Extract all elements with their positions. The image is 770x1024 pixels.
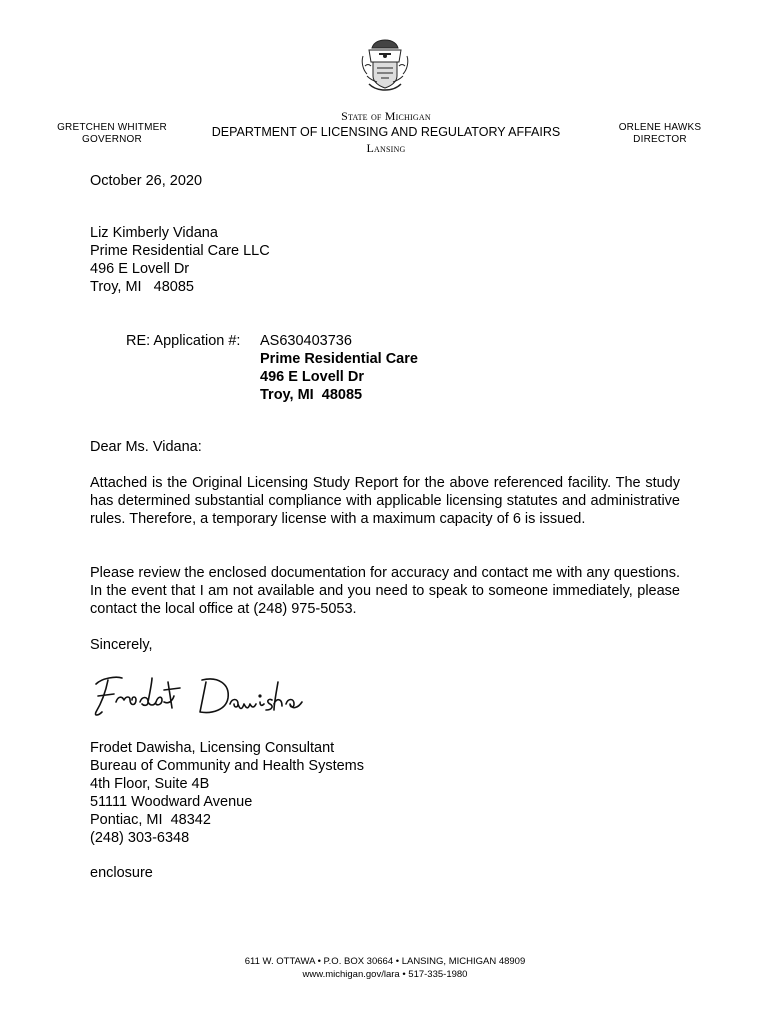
governor-name: GRETCHEN WHITMER <box>57 122 167 133</box>
recipient-city: Troy, MI 48085 <box>90 279 194 295</box>
letter-date: October 26, 2020 <box>90 173 203 189</box>
facility-street: 496 E Lovell Dr <box>260 369 364 385</box>
director-title: DIRECTOR <box>633 134 687 145</box>
director-name: ORLENE HAWKS <box>618 122 702 133</box>
footer-address: 611 W. OTTAWA • P.O. BOX 30664 • LANSING, MICHIGAN 48909 <box>244 956 526 967</box>
sender-city: Pontiac, MI 48342 <box>90 812 211 828</box>
recipient-company: Prime Residential Care LLC <box>90 243 270 259</box>
recipient-name: Liz Kimberly Vidana <box>90 225 218 241</box>
sender-suite: 4th Floor, Suite 4B <box>90 776 210 792</box>
state-seal-icon <box>355 36 415 96</box>
handwritten-signature <box>88 662 328 724</box>
body-paragraph-1: Attached is the Original Licensing Study Report for the above referenced facility. The study has determined substantial compliance with applicable licensing statutes and administrative rules. Therefore, a temporary license with a maximum capacity of 6 is issued. <box>90 475 680 527</box>
sender-bureau: Bureau of Community and Health Systems <box>90 758 365 774</box>
re-details <box>260 332 418 404</box>
enclosure-note: enclosure <box>90 865 153 881</box>
department-name: DEPARTMENT OF LICENSING AND REGULATORY AFFAIRS <box>211 125 561 139</box>
recipient-address <box>90 224 270 296</box>
salutation: Dear Ms. Vidana: <box>90 439 202 455</box>
facility-name: Prime Residential Care <box>260 351 418 367</box>
sender-name-title: Frodet Dawisha, Licensing Consultant <box>90 740 335 756</box>
page-footer <box>150 955 620 981</box>
sender-block <box>90 739 364 847</box>
sender-street: 51111 Woodward Avenue <box>90 794 253 810</box>
footer-contact: www.michigan.gov/lara • 517-335-1980 <box>302 969 468 980</box>
closing: Sincerely, <box>90 637 153 653</box>
letterhead-center <box>200 108 572 156</box>
governor-block <box>56 122 168 146</box>
recipient-street: 496 E Lovell Dr <box>90 261 190 277</box>
application-number: AS630403736 <box>260 333 352 349</box>
body-paragraph-2: Please review the enclosed documentation for accuracy and contact me with any questions. In the event that I am not available and you need to speak to someone immediately, please contact the local office at (248) 975-5053. <box>90 565 680 617</box>
city-name: Lansing <box>366 141 406 155</box>
director-block <box>612 122 708 146</box>
re-label: RE: Application #: <box>126 333 241 349</box>
state-name: State of Michigan <box>341 109 431 123</box>
governor-title: GOVERNOR <box>82 134 142 145</box>
sender-phone: (248) 303-6348 <box>90 830 190 846</box>
facility-city: Troy, MI 48085 <box>260 387 363 403</box>
